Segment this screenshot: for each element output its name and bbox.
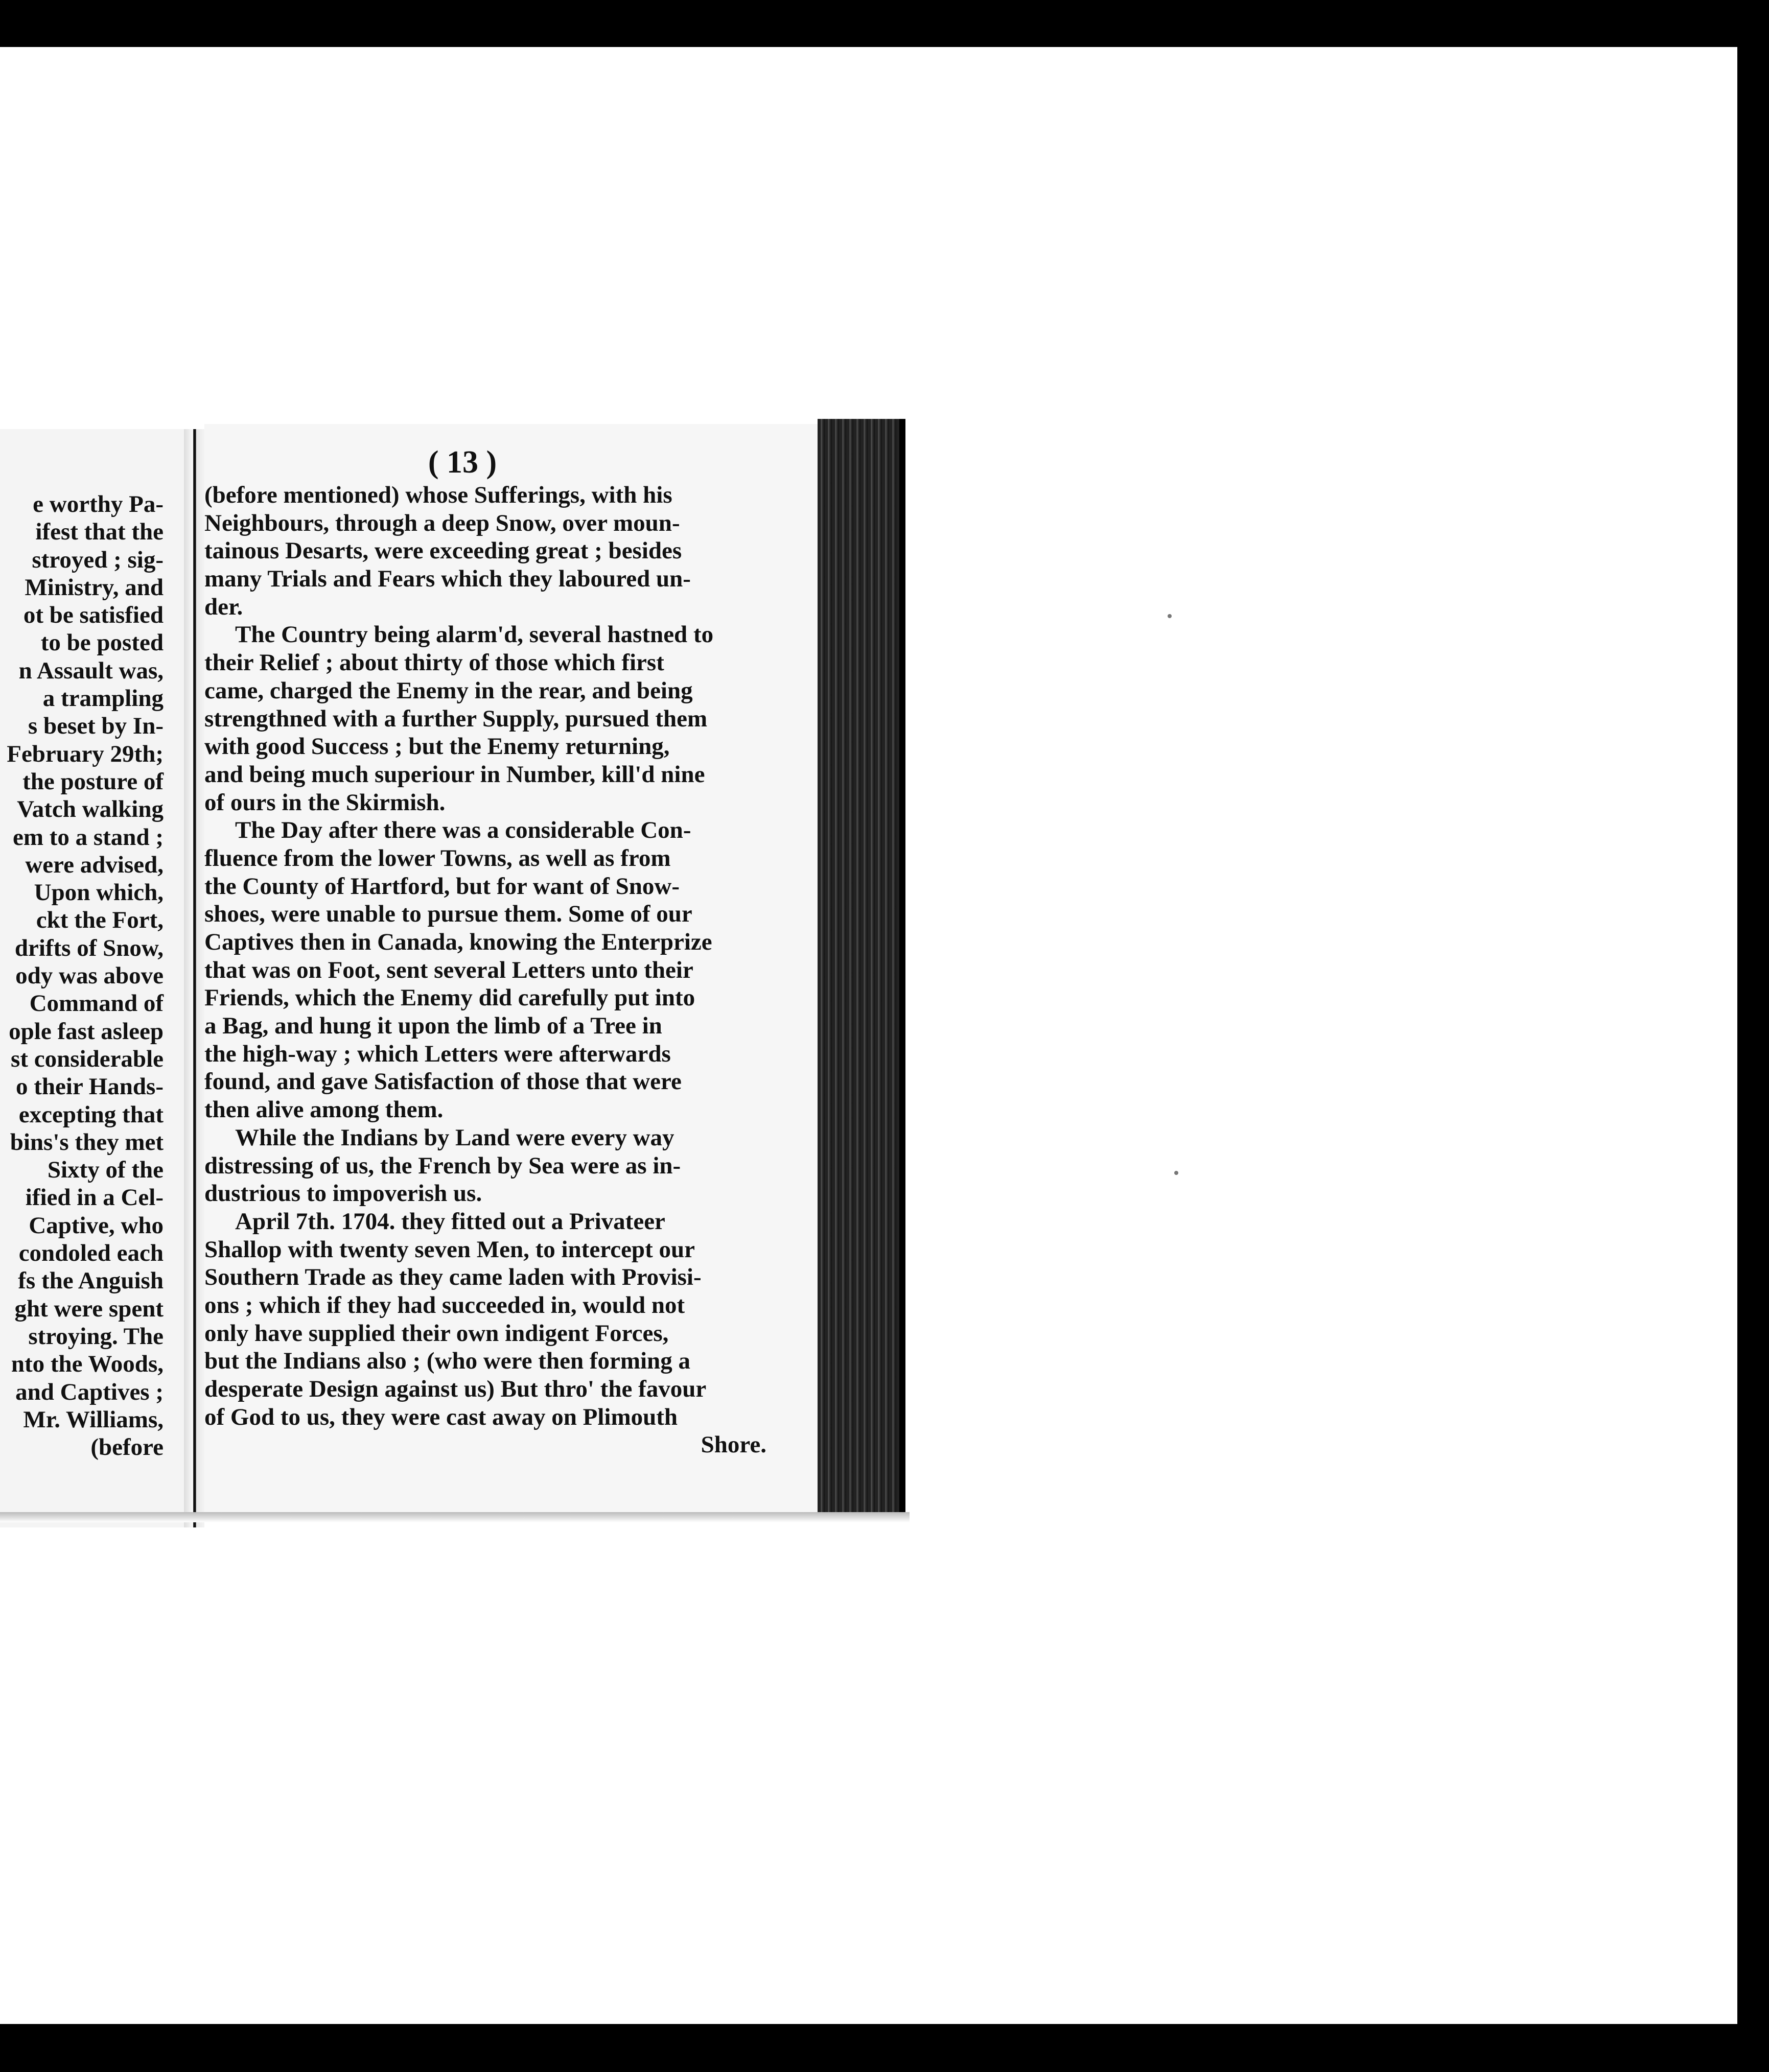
text-line: Captives then in Canada, knowing the Enterprize — [204, 929, 712, 955]
scan-border-bottom — [0, 2024, 1769, 2072]
left-page-line: to be posted — [40, 629, 164, 656]
left-page-line: ckt the Fort, — [36, 907, 164, 934]
left-page-line: Command of — [29, 990, 164, 1017]
text-line: strengthned with a further Supply, pursued them — [204, 705, 708, 732]
left-page-line: nto the Woods, — [11, 1351, 164, 1378]
dust-speck — [1168, 614, 1172, 618]
text-line: distressing of us, the French by Sea were as in- — [204, 1152, 681, 1179]
text-line: Shallop with twenty seven Men, to intercept our — [204, 1236, 695, 1263]
text-line: Neighbours, through a deep Snow, over moun- — [204, 509, 680, 536]
text-line: many Trials and Fears which they laboured un- — [204, 566, 691, 593]
left-page-line: condoled each — [18, 1240, 164, 1267]
text-line: a Bag, and hung it upon the limb of a Tree in — [204, 1013, 662, 1040]
left-page-line: ople fast asleep — [9, 1018, 164, 1045]
book-page-edges — [818, 419, 905, 1512]
text-line: of ours in the Skirmish. — [204, 789, 446, 816]
text-line: that was on Foot, sent several Letters unto their — [204, 956, 693, 983]
text-line: der. — [204, 593, 243, 620]
text-line: and being much superiour in Number, kill'd nine — [204, 761, 705, 788]
page-number: ( 13 ) — [428, 445, 497, 480]
left-page-line: stroyed ; sig- — [32, 546, 164, 573]
text-line: (before mentioned) whose Sufferings, with his — [204, 482, 672, 508]
text-line: only have supplied their own indigent Forces, — [204, 1320, 669, 1347]
left-page-line: excepting that — [18, 1101, 164, 1128]
right-page-text — [204, 481, 766, 1459]
text-line: Friends, which the Enemy did carefully put into — [204, 984, 695, 1011]
scan-border-right — [1737, 0, 1769, 2072]
text-line: shoes, were unable to pursue them. Some of our — [204, 901, 692, 928]
text-line: dustrious to impoverish us. — [204, 1180, 482, 1207]
text-line: the County of Hartford, but for want of Snow- — [204, 873, 680, 900]
left-page-line: ifest that the — [35, 519, 164, 546]
text-line: then alive among them. — [204, 1096, 444, 1123]
left-page-line: Vatch walking — [17, 796, 164, 823]
text-line: The Day after there was a considerable Con- — [235, 817, 691, 844]
text-line: ons ; which if they had succeeded in, would not — [204, 1291, 685, 1318]
left-page-line: and Captives ; — [15, 1378, 164, 1405]
left-page-line: o their Hands- — [16, 1073, 164, 1100]
left-page-line: ot be satisfied — [23, 602, 164, 629]
page-shadow — [0, 1512, 910, 1522]
left-page-line: fs the Anguish — [18, 1267, 164, 1294]
text-line: but the Indians also ; (who were then forming a — [204, 1348, 690, 1375]
text-line: While the Indians by Land were every way — [235, 1124, 674, 1151]
text-line: April 7th. 1704. they fitted out a Privateer — [235, 1208, 665, 1235]
left-page-line: stroying. The — [28, 1323, 164, 1350]
left-page-line: (before — [90, 1434, 164, 1461]
text-line: Southern Trade as they came laden with Provisi- — [204, 1264, 702, 1291]
text-line: the high-way ; which Letters were afterwards — [204, 1040, 671, 1067]
left-page-line: Ministry, and — [25, 574, 164, 601]
left-page-line: ght were spent — [14, 1295, 164, 1322]
left-page-line: Captive, who — [29, 1212, 164, 1239]
left-page-line: ified in a Cel- — [25, 1184, 164, 1211]
text-line: Shore. — [701, 1431, 766, 1458]
text-line: found, and gave Satisfaction of those that were — [204, 1068, 682, 1095]
text-line: their Relief ; about thirty of those which first — [204, 649, 664, 676]
left-page-line: a trampling — [42, 685, 164, 712]
text-line: fluence from the lower Towns, as well as from — [204, 844, 671, 872]
dust-speck — [1174, 1171, 1178, 1175]
text-line: with good Success ; but the Enemy returning, — [204, 733, 670, 760]
left-page-line: the posture of — [22, 768, 164, 795]
left-page-line: st considerable — [11, 1045, 164, 1072]
text-line: The Country being alarm'd, several hastned to — [235, 621, 714, 648]
left-page-line: February 29th; — [7, 740, 164, 767]
left-page-fragment — [0, 429, 184, 1527]
left-page-line: e worthy Pa- — [33, 491, 164, 517]
text-line: of God to us, they were cast away on Plimouth — [204, 1403, 678, 1430]
text-line: desperate Design against us) But thro' the favour — [204, 1376, 707, 1402]
book-gutter — [184, 429, 204, 1527]
left-page-line: Sixty of the — [47, 1157, 164, 1184]
left-page-line: Upon which, — [34, 879, 164, 906]
left-page-line: s beset by In- — [28, 713, 164, 740]
left-page-line: n Assault was, — [18, 657, 164, 684]
left-page-line: ody was above — [15, 962, 164, 990]
text-line: came, charged the Enemy in the rear, and being — [204, 677, 693, 704]
left-page-text — [0, 490, 164, 1461]
left-page-line: bins's they met — [10, 1128, 164, 1156]
right-page — [204, 424, 833, 1512]
scan-border-top — [0, 0, 1769, 47]
left-page-line: em to a stand ; — [12, 823, 164, 851]
left-page-line: were advised, — [25, 851, 164, 878]
left-page-line: Mr. Williams, — [23, 1406, 164, 1433]
text-line: tainous Desarts, were exceeding great ; besides — [204, 537, 682, 564]
left-page-line: drifts of Snow, — [14, 934, 164, 961]
